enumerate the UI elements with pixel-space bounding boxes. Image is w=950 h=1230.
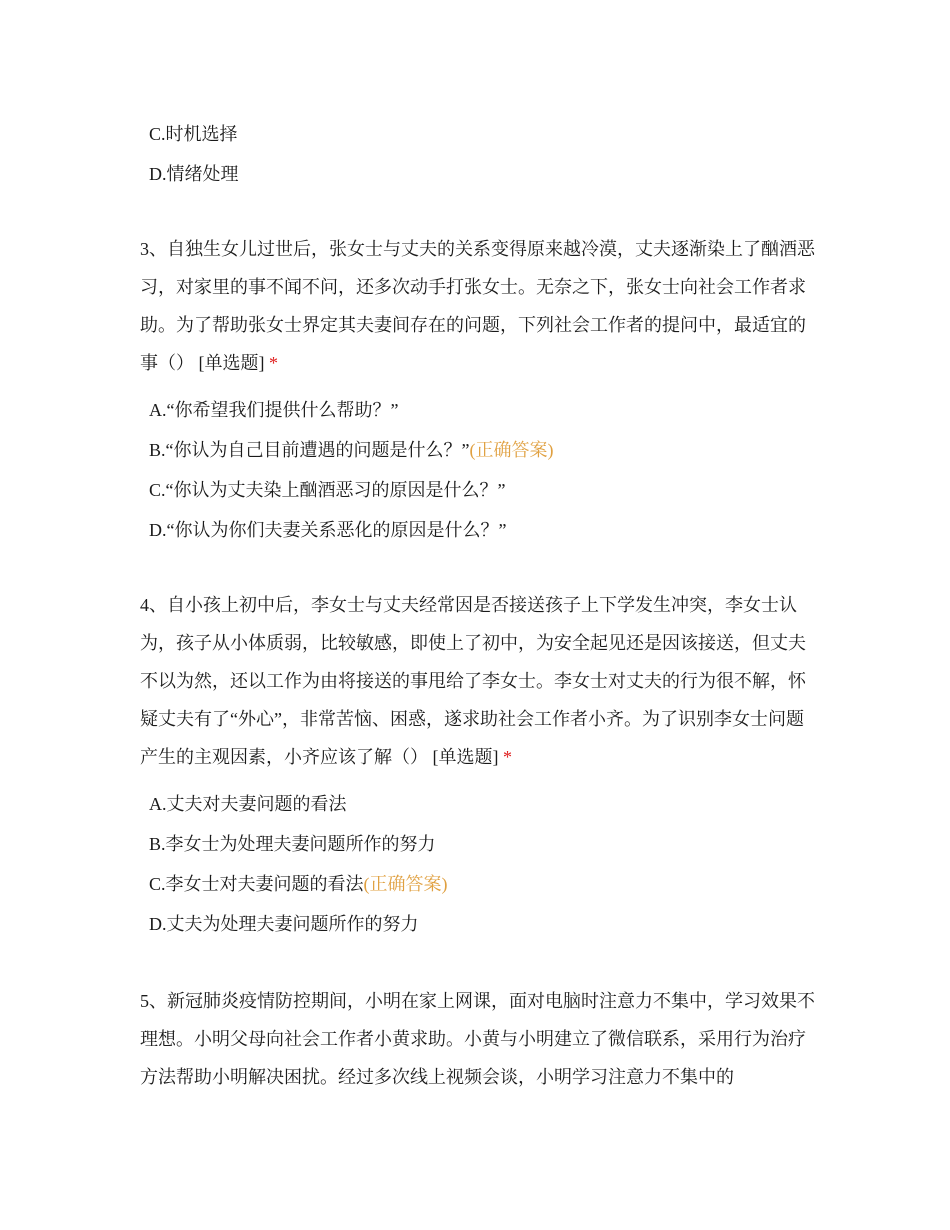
q4-option-d	[149, 912, 419, 936]
q3-option-b	[149, 438, 553, 462]
q3-type-label: [单选题]	[198, 353, 265, 373]
q4-option-b	[149, 832, 436, 856]
q3-correct-answer-tag: (正确答案)	[469, 440, 554, 460]
q4-option-a-text: A.丈夫对夫妻问题的看法	[149, 794, 347, 814]
q2-option-c: C.时机选择	[149, 124, 238, 144]
q3-option-d	[149, 518, 506, 542]
q3-option-a-text: A.“你希望我们提供什么帮助？”	[149, 400, 399, 420]
q4-option-b-text: B.李女士为处理夫妻问题所作的努力	[149, 834, 436, 854]
q4-option-c-text: C.李女士对夫妻问题的看法	[149, 874, 364, 894]
q5-stem	[140, 982, 816, 1096]
q4-stem-text: 自小孩上初中后，李女士与丈夫经常因是否接送孩子上下学发生冲突，李女士认为，孩子从小体质弱，比较敏感，即使上了初中，为安全起见还是因该接送，但丈夫不以为然，还以工作为由将接送的事甩给了李女士。李女士对丈夫的行为很不解，怀疑丈夫有了“外心”，非常苦恼、困惑，遂求助社会工作者小齐。为了识别李女士问题产生的主观因素，小齐应该了解（）	[140, 595, 806, 767]
q3-option-b-text: B.“你认为自己目前遭遇的问题是什么？”	[149, 440, 470, 460]
q4-option-c	[149, 872, 448, 896]
q4-option-d-text: D.丈夫为处理夫妻问题所作的努力	[149, 914, 419, 934]
q4-type-label: [单选题]	[432, 747, 499, 767]
q5-number: 5、	[140, 991, 167, 1011]
q3-option-a	[149, 398, 398, 422]
q3-stem	[140, 230, 816, 382]
q4-number: 4、	[140, 595, 167, 615]
q3-stem-text: 自独生女儿过世后，张女士与丈夫的关系变得原来越冷漠，丈夫逐渐染上了酗酒恶习，对家里的事不闻不问，还多次动手打张女士。无奈之下，张女士向社会工作者求助。为了帮助张女士界定其夫妻间存在的问题，下列社会工作者的提问中，最适宜的事（）	[140, 239, 815, 373]
q3-option-c	[149, 478, 505, 502]
q3-number: 3、	[140, 239, 167, 259]
q3-option-c-text: C.“你认为丈夫染上酗酒恶习的原因是什么？”	[149, 480, 506, 500]
q4-required-mark: *	[503, 747, 512, 767]
q4-stem	[140, 586, 816, 776]
q5-stem-text: 新冠肺炎疫情防控期间，小明在家上网课，面对电脑时注意力不集中，学习效果不理想。小明父母向社会工作者小黄求助。小黄与小明建立了微信联系，采用行为治疗方法帮助小明解决困扰。经过多次线上视频会谈，小明学习注意力不集中的	[140, 991, 815, 1087]
q2-option-d: D.情绪处理	[149, 164, 239, 184]
q3-option-d-text: D.“你认为你们夫妻关系恶化的原因是什么？”	[149, 520, 507, 540]
q4-option-a	[149, 792, 347, 816]
q3-required-mark: *	[269, 353, 278, 373]
q4-correct-answer-tag: (正确答案)	[363, 874, 448, 894]
